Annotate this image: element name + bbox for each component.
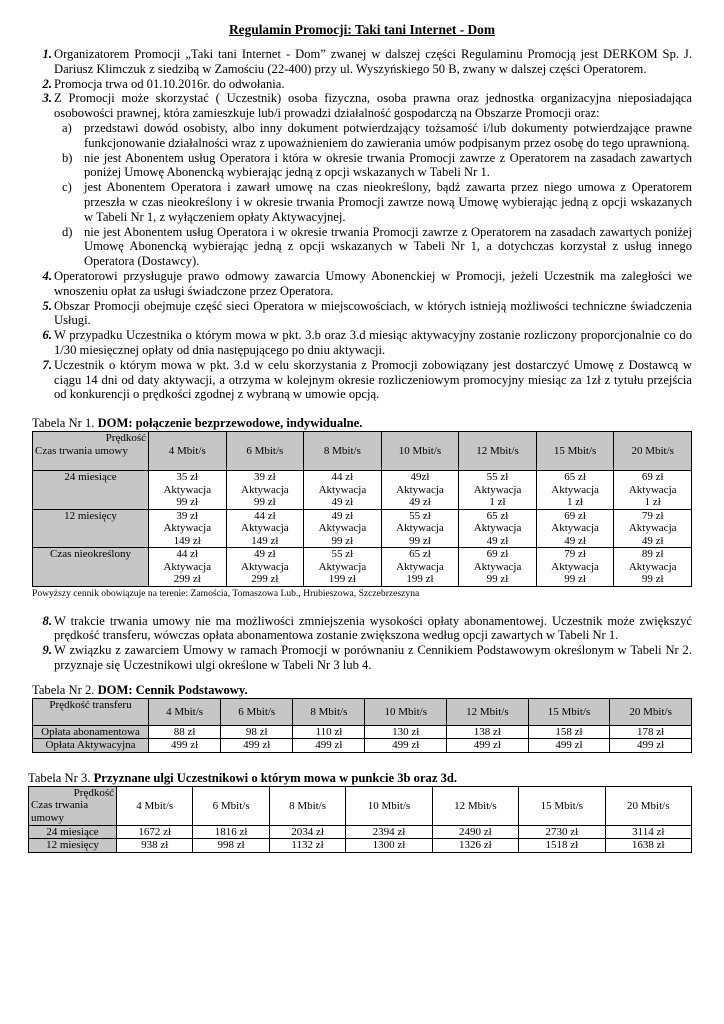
- header-corner-cell: [29, 786, 117, 825]
- price: 79 zł: [641, 509, 664, 522]
- value-cell: 2034 zł: [269, 825, 345, 839]
- activation-label: Aktywacja: [396, 522, 444, 535]
- paragraph-number: 5.: [42, 298, 52, 313]
- caption-prefix: Tabela Nr 2.: [32, 682, 98, 697]
- activation-label: Aktywacja: [628, 522, 677, 535]
- paragraph-3d: [32, 225, 692, 269]
- activation-label: Aktywacja: [318, 560, 367, 573]
- sub-letter: b): [62, 150, 73, 165]
- header-speed-cell: 12 Mbit/s: [432, 786, 518, 825]
- paragraphs-8-9: [32, 614, 692, 673]
- price: 89 zł: [641, 548, 664, 561]
- page-title: Regulamin Promocji: Taki tani Internet - Dom: [228, 22, 496, 37]
- paragraph-9: [32, 643, 692, 673]
- activation-label: Aktywacja: [396, 483, 444, 496]
- paragraph-5: [32, 299, 692, 329]
- table-header-row: [29, 786, 692, 825]
- activation-fee: 49 zł: [641, 534, 664, 547]
- header-speed-cell: 15 Mbit/s: [519, 786, 605, 825]
- header-speed-cell: 4 Mbit/s: [117, 786, 193, 825]
- activation-label: Aktywacja: [163, 483, 212, 496]
- paragraph-number: 3.: [42, 91, 52, 106]
- price-cell: [459, 548, 537, 587]
- price-cell: [149, 471, 227, 510]
- paragraph-8: [32, 614, 692, 644]
- price: 65 zł: [564, 471, 586, 484]
- price: 49zł: [410, 471, 430, 484]
- header-speed-cell: 8 Mbit/s: [269, 786, 345, 825]
- activation-fee: 299 zł: [251, 573, 279, 586]
- activation-fee: 99 zł: [253, 496, 276, 509]
- header-speed-cell: 6 Mbit/s: [226, 432, 304, 471]
- activation-label: Aktywacja: [241, 483, 289, 496]
- value-cell: 178 zł: [610, 725, 692, 739]
- activation-fee: 1 zł: [489, 496, 506, 509]
- row-label: 24 miesiące: [33, 471, 149, 510]
- price-cell: [304, 471, 382, 510]
- header-speed-cell: 4 Mbit/s: [149, 698, 221, 725]
- row-label: Opłata abonamentowa: [33, 725, 149, 739]
- activation-fee: 99 zł: [641, 573, 664, 586]
- activation-fee: 199 zł: [328, 573, 356, 586]
- activation-fee: 99 zł: [409, 534, 431, 547]
- table-row: [33, 725, 692, 739]
- row-label: Czas nieokreślony: [33, 548, 149, 587]
- price: 55 zł: [331, 548, 354, 561]
- activation-label: Aktywacja: [473, 483, 522, 496]
- price-cell: [226, 471, 304, 510]
- table-row: [33, 739, 692, 753]
- header-speed-cell: 12 Mbit/s: [459, 432, 537, 471]
- price: 55 zł: [409, 509, 431, 522]
- value-cell: 1326 zł: [432, 839, 518, 853]
- price: 49 zł: [253, 548, 276, 561]
- caption-bold: Przyznane ulgi Uczestnikowi o którym mowa w punkcie 3b oraz 3d.: [93, 770, 458, 785]
- activation-fee: 99 zł: [331, 534, 354, 547]
- price-cell: [459, 509, 537, 548]
- sub-letter: d): [62, 224, 73, 239]
- row-label: 12 miesięcy: [33, 509, 149, 548]
- price-cell: [459, 471, 537, 510]
- price-cell: [304, 548, 382, 587]
- sub-text: przedstawi dowód osobisty, albo inny dokument potwierdzający tożsamość i/lub dokumenty potwierdzające prawne funkcjonowanie działalności wraz z upoważnieniem do zawierania umów podpisanym przez osobę do tego uprawnioną.: [84, 120, 692, 150]
- value-cell: 110 zł: [293, 725, 365, 739]
- activation-fee: 99 zł: [486, 573, 509, 586]
- row-label: Opłata Aktywacyjna: [33, 739, 149, 753]
- table-2-caption: [32, 683, 692, 698]
- price-cell: [614, 509, 692, 548]
- activation-label: Aktywacja: [318, 483, 367, 496]
- activation-fee: 99 zł: [176, 496, 199, 509]
- value-cell: 158 zł: [528, 725, 610, 739]
- table-3-caption: [28, 771, 692, 786]
- price-cell: [536, 509, 614, 548]
- price-cell: [536, 548, 614, 587]
- price-cell: [381, 509, 459, 548]
- paragraph-text: Organizatorem Promocji „Taki tani Internet - Dom” zwanej w dalszej części Regulaminu Promocją jest DERKOM Sp. J. Dariusz Klimczuk z siedzibą w Zamościu (22-400) przy ul. Wyszyńskiego 50 B, zwany w dalszej części Operatorem.: [54, 47, 692, 76]
- paragraph-number: 8.: [42, 613, 52, 628]
- value-cell: 499 zł: [365, 739, 447, 753]
- activation-fee: 1 zł: [566, 496, 584, 509]
- paragraph-text: Operatorowi przysługuje prawo odmowy zawarcia Umowy Abonenckiej w Promocji, jeżeli Uczestnik ma zaległości we wnoszeniu opłat za usługi świadczone przez Operatora.: [54, 268, 692, 298]
- paragraph-number: 7.: [42, 357, 52, 372]
- price: 49 zł: [331, 509, 354, 522]
- header-speed-cell: 6 Mbit/s: [221, 698, 293, 725]
- price: 79 zł: [564, 548, 586, 561]
- table-row: [33, 548, 692, 587]
- paragraph-number: 2.: [42, 76, 52, 91]
- activation-fee: 49 zł: [564, 534, 586, 547]
- table-1-caption: [32, 416, 692, 431]
- activation-label: Aktywacja: [551, 483, 599, 496]
- header-speed: Prędkość: [73, 786, 114, 799]
- paragraph-7: [32, 358, 692, 402]
- paragraph-text: Z Promocji może skorzystać ( Uczestnik) osoba fizyczna, osoba prawna oraz jednostka organizacyjna nieposiadająca osobowości prawnej, która zamieszkuje lub/i prowadzi działalność gospodarczą na Obszarze Promocji oraz:: [54, 91, 692, 121]
- activation-label: Aktywacja: [473, 522, 522, 535]
- price-cell: [614, 548, 692, 587]
- header-speed-cell: 6 Mbit/s: [193, 786, 269, 825]
- activation-fee: 149 zł: [173, 534, 201, 547]
- header-corner-cell: [33, 432, 149, 471]
- paragraph-2: [32, 77, 692, 92]
- paragraph-text: Obszar Promocji obejmuje część sieci Operatora w miejscowościach, w których istnieją możliwości techniczne świadczenia Usługi.: [54, 298, 692, 328]
- price-cell: [381, 548, 459, 587]
- paragraph-text: Promocja trwa od 01.10.2016r. do odwołania.: [54, 76, 285, 91]
- activation-label: Aktywacja: [551, 522, 599, 535]
- activation-label: Aktywacja: [628, 483, 677, 496]
- header-speed-cell: 15 Mbit/s: [528, 698, 610, 725]
- value-cell: 3114 zł: [605, 825, 691, 839]
- value-cell: 2490 zł: [432, 825, 518, 839]
- price: 39 zł: [176, 509, 199, 522]
- price: 65 zł: [409, 548, 431, 561]
- value-cell: 499 zł: [528, 739, 610, 753]
- header-speed-cell: 10 Mbit/s: [381, 432, 459, 471]
- row-label: 12 miesięcy: [29, 839, 117, 853]
- price: 35 zł: [176, 471, 199, 484]
- header-speed-cell: 8 Mbit/s: [293, 698, 365, 725]
- paragraph-3: [32, 91, 692, 121]
- value-cell: 1300 zł: [346, 839, 432, 853]
- activation-fee: 299 zł: [173, 573, 201, 586]
- price: 44 zł: [253, 509, 276, 522]
- paragraph-number: 4.: [42, 268, 52, 283]
- header-speed: Prędkość: [105, 432, 146, 445]
- regulations-page: [28, 22, 692, 853]
- table-row: [33, 471, 692, 510]
- activation-fee: 199 zł: [406, 573, 434, 586]
- value-cell: 499 zł: [610, 739, 692, 753]
- paragraph-1: [32, 47, 692, 77]
- value-cell: 1132 zł: [269, 839, 345, 853]
- paragraph-3b: [32, 151, 692, 181]
- table-1-note: Powyższy cennik obowiązuje na terenie: Zamościa, Tomaszowa Lub., Hrubieszowa, Szczebrzeszyna: [32, 587, 420, 599]
- paragraph-text: Uczestnik o którym mowa w pkt. 3.d w celu skorzystania z Promocji zobowiązany jest dostarczyć Umowę z Dostawcą w ciągu 14 dni od daty aktywacji, a otrzyma w kolejnym okresie rozliczeniowym promocyjny miesiąc za 1zł z tytułu przejścia od konkurencji o prędkości zgodnej z wybraną w umowie opcją.: [54, 357, 692, 402]
- price: 69 zł: [564, 509, 586, 522]
- table-header-row: [33, 698, 692, 725]
- value-cell: 130 zł: [365, 725, 447, 739]
- value-cell: 499 zł: [221, 739, 293, 753]
- table-row: [33, 509, 692, 548]
- value-cell: 998 zł: [193, 839, 269, 853]
- header-speed-cell: 12 Mbit/s: [447, 698, 529, 725]
- value-cell: 499 zł: [149, 739, 221, 753]
- header-corner-cell: Prędkość transferu: [33, 698, 149, 725]
- header-speed-cell: 10 Mbit/s: [346, 786, 432, 825]
- caption-prefix: Tabela Nr 1.: [32, 416, 98, 431]
- price: 39 zł: [253, 471, 276, 484]
- header-term: Czas trwania umowy: [31, 799, 89, 824]
- row-label: 24 miesiące: [29, 825, 117, 839]
- activation-label: Aktywacja: [551, 560, 599, 573]
- price-cell: [536, 471, 614, 510]
- value-cell: 2394 zł: [346, 825, 432, 839]
- paragraph-text: W związku z zawarciem Umowy w ramach Promocji w porównaniu z Cennikiem Podstawowym określonym w Tabeli Nr 2. przyznaje się Uczestnikowi ulgi określone w Tabeli Nr 3 lub 4.: [54, 643, 692, 673]
- value-cell: 499 zł: [447, 739, 529, 753]
- paragraph-text: W przypadku Uczestnika o którym mowa w pkt. 3.b oraz 3.d miesiąc aktywacyjny zostanie rozliczony proporcjonalnie co do 1/30 miesięcznej opłaty od dnia następującego po dniu aktywacji.: [54, 328, 692, 357]
- caption-bold: DOM: połączenie bezprzewodowe, indywidualne.: [97, 416, 363, 431]
- price: 65 zł: [486, 509, 509, 522]
- price: 69 zł: [641, 471, 664, 484]
- value-cell: 138 zł: [447, 725, 529, 739]
- paragraph-4: [32, 269, 692, 299]
- price-cell: [381, 471, 459, 510]
- header-speed-cell: 10 Mbit/s: [365, 698, 447, 725]
- activation-label: Aktywacja: [163, 522, 212, 535]
- paragraph-text: W trakcie trwania umowy nie ma możliwości zmniejszenia wysokości opłaty abonamentowej. Uczestnik może zwiększyć prędkość transferu, wówczas opłata abonamentowa zostanie zwiększona według opcji zawartych w Tabeli Nr 1.: [54, 613, 692, 643]
- paragraph-number: 9.: [42, 643, 52, 658]
- value-cell: 1672 zł: [117, 825, 193, 839]
- table-2-section: [32, 683, 692, 753]
- activation-fee: 49 zł: [331, 496, 354, 509]
- price: 44 zł: [176, 548, 199, 561]
- price: 69 zł: [486, 548, 509, 561]
- paragraph-6: [32, 328, 692, 358]
- table-header-row: [33, 432, 692, 471]
- activation-fee: 1 zł: [644, 496, 661, 509]
- header-speed-cell: 15 Mbit/s: [536, 432, 614, 471]
- value-cell: 2730 zł: [519, 825, 605, 839]
- value-cell: 1518 zł: [519, 839, 605, 853]
- header-speed-cell: 20 Mbit/s: [610, 698, 692, 725]
- activation-label: Aktywacja: [241, 560, 289, 573]
- price-cell: [149, 548, 227, 587]
- activation-label: Aktywacja: [241, 522, 289, 535]
- table-2: [32, 698, 692, 753]
- activation-fee: 149 zł: [251, 534, 279, 547]
- sub-letter: a): [62, 120, 72, 135]
- header-speed-cell: 4 Mbit/s: [149, 432, 227, 471]
- caption-bold: DOM: Cennik Podstawowy.: [97, 682, 248, 697]
- price: 55 zł: [486, 471, 509, 484]
- sub-letter: c): [62, 180, 72, 195]
- activation-label: Aktywacja: [473, 560, 522, 573]
- value-cell: 499 zł: [293, 739, 365, 753]
- value-cell: 1816 zł: [193, 825, 269, 839]
- activation-fee: 99 zł: [564, 573, 586, 586]
- sub-text: nie jest Abonentem usług Operatora i w okresie trwania Promocji zawrze z Operatorem na zasadach zawartych poniżej Umowę Abonencką wybierając jedną z opcji wskazanych w Tabeli Nr 1, a dotychczas korzystał z usług innego Operatora (Dostawcy).: [84, 224, 692, 269]
- value-cell: 1638 zł: [605, 839, 691, 853]
- paragraph-3a: [32, 121, 692, 151]
- activation-fee: 49 zł: [409, 496, 431, 509]
- value-cell: 938 zł: [117, 839, 193, 853]
- activation-label: Aktywacja: [396, 560, 444, 573]
- sub-text: jest Abonentem Operatora i zawarł umowę na czas nieokreślony, bądź zawarta przez niego umowa z Operatorem przeszła w czas nieokreślony i w okresie trwania Promocji zawrze nową Umowę wybierając jedną z opcji wskazanych w Tabeli Nr 1, z wyłączeniem opłaty Aktywacyjnej.: [84, 180, 692, 224]
- activation-label: Aktywacja: [628, 560, 677, 573]
- caption-prefix: Tabela Nr 3.: [28, 770, 94, 785]
- activation-label: Aktywacja: [163, 560, 212, 573]
- header-term: Czas trwania umowy: [35, 444, 128, 457]
- header-speed-cell: 20 Mbit/s: [605, 786, 691, 825]
- price-cell: [304, 509, 382, 548]
- table-1-section: [32, 416, 692, 600]
- sub-text: nie jest Abonentem usług Operatora i która w okresie trwania Promocji zawrze z Operatorem na zasadach zawartych poniżej Umowę Abonencką wybierając jedną z opcji wskazanych w Tabeli Nr 1.: [84, 150, 692, 180]
- value-cell: 88 zł: [149, 725, 221, 739]
- price-cell: [614, 471, 692, 510]
- header-speed-cell: 20 Mbit/s: [614, 432, 692, 471]
- paragraph-3c: [32, 180, 692, 224]
- activation-fee: 49 zł: [486, 534, 509, 547]
- table-3-section: [28, 771, 692, 853]
- table-3: [28, 786, 692, 853]
- table-row: [29, 825, 692, 839]
- paragraph-number: 6.: [42, 328, 52, 343]
- activation-label: Aktywacja: [318, 522, 367, 535]
- table-row: [29, 839, 692, 853]
- header-speed-cell: 8 Mbit/s: [304, 432, 382, 471]
- paragraph-number: 1.: [42, 47, 52, 61]
- value-cell: 98 zł: [221, 725, 293, 739]
- table-1: [32, 431, 692, 587]
- price-cell: [149, 509, 227, 548]
- price-cell: [226, 548, 304, 587]
- price: 44 zł: [331, 471, 354, 484]
- price-cell: [226, 509, 304, 548]
